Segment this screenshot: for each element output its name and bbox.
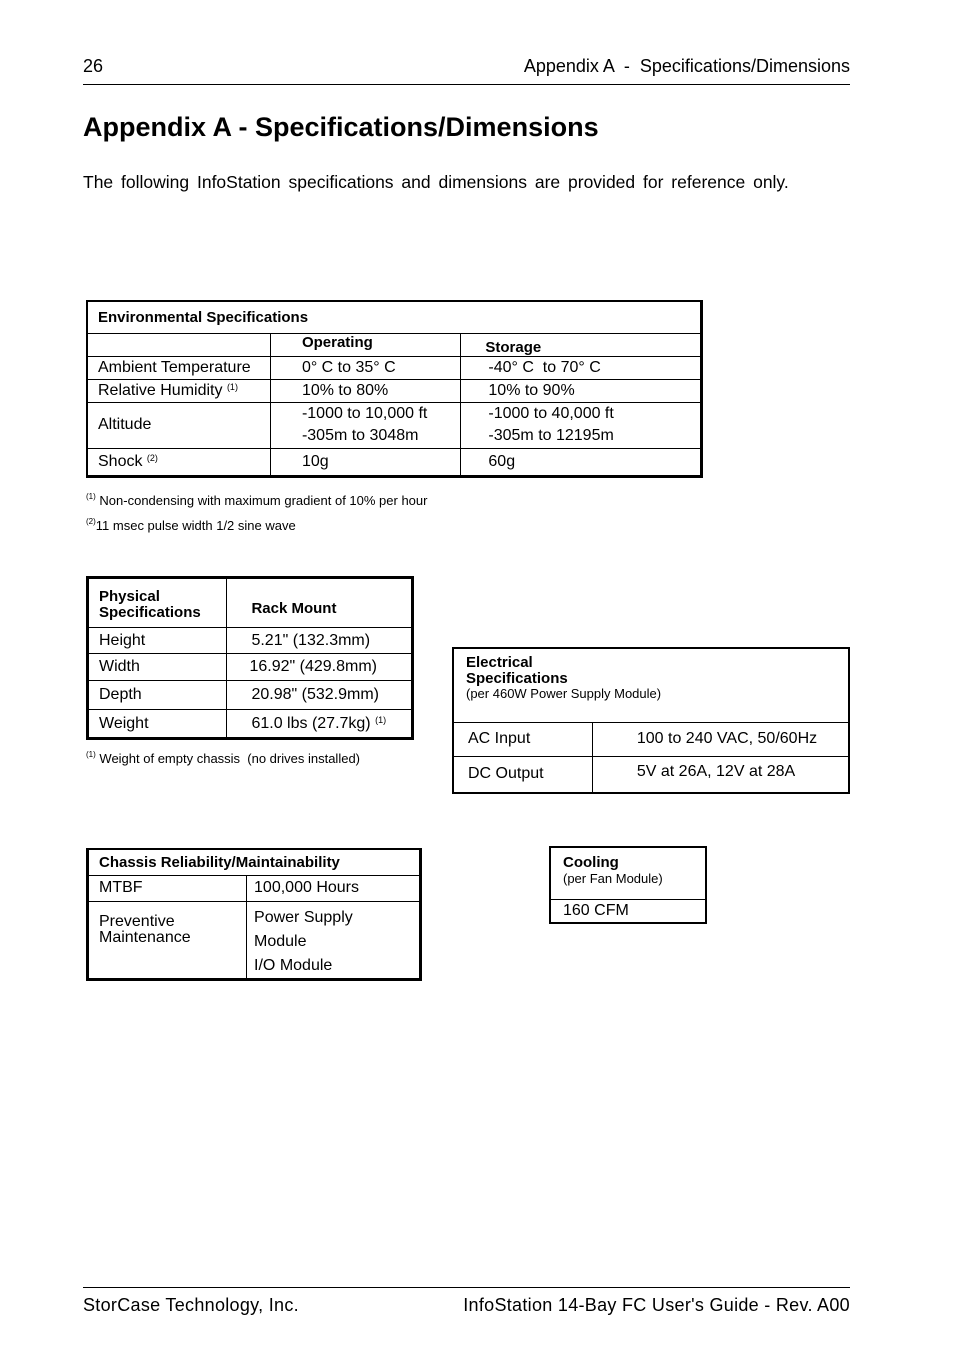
row-label: Shock	[98, 452, 143, 470]
footnote-mark: (1)	[375, 714, 387, 725]
operating-value: 10g	[270, 448, 460, 476]
cooling-table	[549, 846, 707, 924]
table-row	[88, 710, 413, 739]
row-label: Maintenance	[99, 928, 191, 946]
row-label: MTBF	[88, 875, 247, 901]
reliability-table	[86, 848, 422, 981]
electrical-title: Specifications	[466, 670, 568, 687]
row-label: Preventive	[99, 912, 175, 930]
row-value: 16.92" (429.8mm)	[227, 654, 413, 681]
operating-value: -1000 to 10,000 ft	[301, 405, 428, 422]
storage-value: -40° C to 70° C	[461, 356, 702, 379]
operating-value: -305m to 3048m	[301, 427, 419, 444]
footnote-mark: (1)	[86, 492, 96, 501]
cooling-subtitle: (per Fan Module)	[563, 871, 663, 886]
page-number: 26	[83, 56, 104, 76]
physical-title: Specifications	[99, 604, 201, 621]
storage-header: Storage	[461, 333, 702, 356]
footnote-mark: (1)	[226, 381, 238, 392]
row-label: DC Output	[453, 756, 592, 793]
row-value: 100,000 Hours	[247, 875, 421, 901]
reliability-title: Chassis Reliability/Maintainability	[88, 849, 421, 875]
electrical-title: Electrical	[466, 654, 533, 671]
row-value: I/O Module	[254, 956, 333, 974]
row-label: Relative Humidity	[98, 381, 223, 399]
row-label: Width	[88, 654, 227, 681]
electrical-subtitle: (per 460W Power Supply Module)	[466, 686, 662, 701]
cooling-value: 160 CFM	[550, 899, 706, 923]
table-row	[87, 379, 702, 402]
storage-value: -305m to 12195m	[488, 427, 614, 444]
row-value: 100 to 240 VAC, 50/60Hz	[592, 722, 849, 756]
footnote-mark: (2)	[86, 517, 96, 526]
row-label: AC Input	[453, 722, 592, 756]
footnote-mark: (2)	[146, 452, 158, 463]
footer-document-title: InfoStation 14-Bay FC User's Guide - Rev. A00	[463, 1295, 850, 1315]
table-row	[88, 875, 421, 901]
table-row	[88, 654, 413, 681]
empty-header-cell	[87, 333, 270, 356]
footnote	[86, 750, 360, 766]
footnote-text: Non-condensing with maximum gradient of 10% per hour	[99, 493, 428, 508]
header-rule	[83, 84, 850, 85]
rack-mount-header: Rack Mount	[227, 578, 413, 628]
row-label: Weight	[88, 710, 227, 739]
table-row	[87, 402, 702, 448]
table-row	[88, 681, 413, 710]
footnote	[86, 517, 296, 533]
footnote-text: 11 msec pulse width 1/2 sine wave	[95, 518, 296, 533]
row-label: Ambient Temperature	[87, 356, 270, 379]
row-label: Height	[88, 628, 227, 654]
footer-rule	[83, 1287, 850, 1288]
row-value: 5V at 26A, 12V at 28A	[592, 756, 849, 793]
table-row	[87, 448, 702, 476]
row-value: 20.98" (532.9mm)	[227, 681, 413, 710]
row-value: 61.0 lbs (27.7kg)	[251, 714, 371, 732]
operating-value: 0° C to 35° C	[270, 356, 460, 379]
storage-value: 10% to 90%	[461, 379, 702, 402]
physical-spec-table	[86, 576, 414, 740]
physical-title: Physical	[99, 588, 160, 605]
footnote	[86, 492, 427, 508]
row-value: 5.21" (132.3mm)	[227, 628, 413, 654]
page-title: Appendix A - Specifications/Dimensions	[83, 112, 599, 142]
row-label: Depth	[88, 681, 227, 710]
row-label: Altitude	[87, 402, 270, 448]
footnote-text: Weight of empty chassis (no drives installed)	[99, 751, 360, 766]
cooling-title: Cooling	[563, 854, 619, 871]
table-row	[88, 901, 421, 979]
table-row	[453, 756, 849, 793]
operating-header: Operating	[270, 333, 460, 356]
storage-value: 60g	[461, 448, 702, 476]
intro-paragraph: The following InfoStation specifications and dimensions are provided for reference only.	[83, 172, 789, 192]
operating-value: 10% to 80%	[270, 379, 460, 402]
running-header: Appendix A - Specifications/Dimensions	[523, 56, 850, 76]
footnote-mark: (1)	[86, 750, 96, 759]
table-row	[88, 628, 413, 654]
footer-company: StorCase Technology, Inc.	[83, 1295, 299, 1315]
environmental-spec-table	[86, 300, 703, 478]
electrical-spec-table	[452, 647, 850, 794]
row-value: Power Supply Module	[254, 908, 353, 950]
storage-value: -1000 to 40,000 ft	[488, 405, 614, 422]
table-row	[87, 356, 702, 379]
environmental-title: Environmental Specifications	[87, 301, 702, 333]
table-row	[453, 722, 849, 756]
